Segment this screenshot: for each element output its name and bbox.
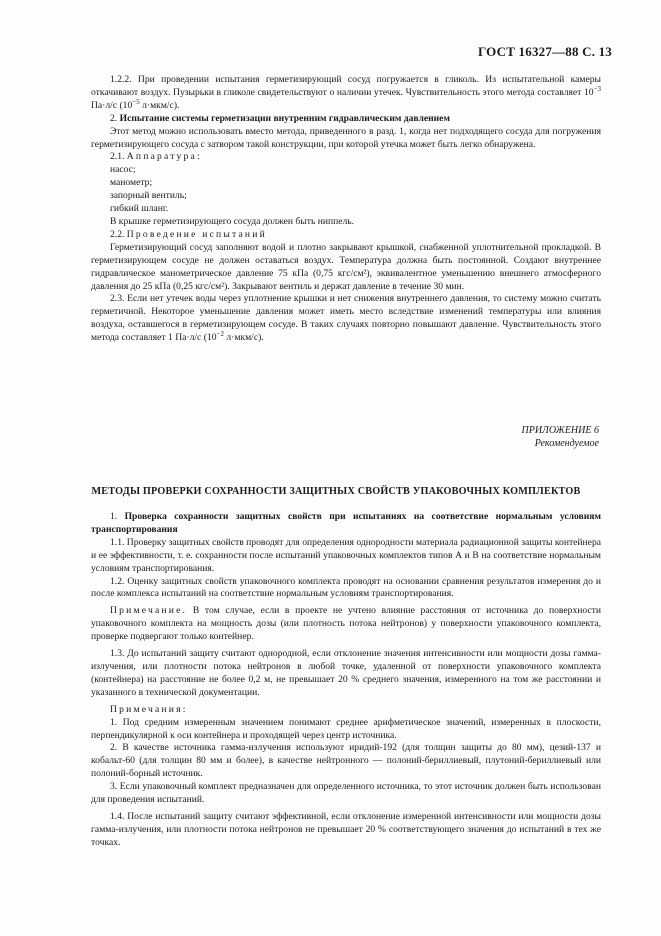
equipment-item: насос;	[110, 164, 136, 176]
paragraph-1-2-2: 1.2.2. При проведении испытания герметизирующий сосуд погружается в гликоль. Из испытательной камеры откачивают воздух. Пузырьки в гликоле свидетельствуют о наличии утечек. Чувствительность этого метода составляет $10^{-3}$ Па·л/с ($10^{-5}$ л·мкм/с).	[91, 74, 601, 111]
note-item-3: 3. Если упаковочный комплект предназначен для определенного источника, то этот источник должен быть использован для проведения испытаний.	[91, 781, 601, 806]
appendix-label	[522, 425, 600, 450]
equipment-item: запорный вентиль;	[110, 190, 187, 202]
notes-label: Примечания:	[110, 703, 188, 715]
note-1: Примечание. В том случае, если в проекте не учтено влияние расстояния от источника до поверхности упаковочного комплекта на мощность дозы (или плотность потока нейтронов) у поверхности упаковочного комплекта, проверке подвергают только контейнер.	[91, 605, 601, 643]
heading-2: 2. Испытание системы герметизации внутренним гидравлическим давлением	[110, 112, 450, 124]
paragraph-2-3: 2.3. Если нет утечек воды через уплотнение крышки и нет снижения внутреннего давления, то систему можно считать герметичной. Некоторое уменьшение давления может иметь место вследствие изменений температуры или влияния воздуха, оставшегося в герметизирующем сосуде. В таких случаях повторно повышают давление. Чувствительность этого метода составляет 1 Па·л/с ($10^{-2}$ л·мкм/с).	[91, 293, 601, 344]
equipment-item: гибкий шланг.	[110, 203, 169, 215]
paragraph-1-2: 1.2. Оценку защитных свойств упаковочного комплекта проводят на основании сравнения результатов измерения до и после комплекса испытаний на соответствие нормальным условиям транспортирования.	[91, 575, 601, 600]
paragraph-2-2-heading: 2.2. Проведение испытаний	[110, 228, 267, 240]
paragraph-2-2-text: Герметизирующий сосуд заполняют водой и плотно закрывают крышкой, снабженной уплотнительной прокладкой. В герметизирующем сосуде не должен оставаться воздух. Температура должна быть постоянной. Создают внутреннее гидравлическое манометрическое давление 75 кПа (0,75 кгс/см²), эквивалентное уменьшению внешнего атмосферного давления до 25 кПа (0,25 кгс/см²). Закрывают вентиль и держат давление в течение 30 мин.	[91, 241, 601, 292]
section-text-block	[91, 511, 601, 850]
paragraph-1-4: 1.4. После испытаний защиту считают эффективной, если отклонение измеренной интенсивности или мощности дозы гамма-излучения, или плотности потока нейтронов не превышает 20 % соответствующего значения до испытаний в тех же точках.	[91, 810, 601, 848]
paragraph-1-1: 1.1. Проверку защитных свойств проводят для определения однородности материала радиационной защиты контейнера и ее эффективности, т. е. сохранности после испытаний упаковочных комплектов типов А и В на соответствие нормальным условиям транспортирования.	[91, 536, 601, 574]
paragraph-2-1: 2.1. Аппаратура:	[110, 151, 202, 163]
paragraph-2-intro: Этот метод можно использовать вместо метода, приведенного в разд. 1, когда нет подходящего сосуда для погружения герметизирующего сосуда с затвором такой конструкции, при которой утечка может быть легко обнаружена.	[91, 125, 601, 150]
page-header: ГОСТ 16327—88 С. 13	[478, 44, 612, 59]
note-item-2: 2. В качестве источника гамма-излучения используют иридий-192 (для толщин защиты до 80 мм), цезий-137 и кобальт-60 (для толщин 80 мм и более), в качестве нейтронного — полоний-бериллиевый, плутоний-бериллиевый или полоний-борный источник.	[91, 742, 601, 780]
paragraph-nipple: В крышке герметизирующего сосуда должен быть ниппель.	[110, 215, 355, 227]
appendix-number: ПРИЛОЖЕНИЕ 6	[521, 425, 599, 436]
appendix-status: Рекомендуемое	[534, 437, 599, 449]
heading-1: 1. Проверка сохранности защитных свойств при испытаниях на соответствие нормальным условиям транспортирования	[91, 511, 601, 535]
top-text-block	[91, 74, 601, 345]
paragraph-1-3: 1.3. До испытаний защиту считают однородной, если отклонение значения интенсивности или мощности дозы гамма-излучения, или плотности потока нейтронов в любой точке, удаленной от поверхности упаковочного комплекта (контейнера) на расстояние не более 0,2 м, не превышает 20 % среднего значения, измеренного на том же расстоянии и указанного в технической документации.	[91, 648, 601, 698]
note-item-1: 1. Под средним измеренным значением понимают среднее арифметическое значений, измеренных в плоскости, перпендикулярной к оси контейнера и проходящей через центр источника.	[91, 716, 601, 741]
equipment-item: манометр;	[110, 177, 153, 189]
section-title: МЕТОДЫ ПРОВЕРКИ СОХРАННОСТИ ЗАЩИТНЫХ СВОЙСТВ УПАКОВОЧНЫХ КОМПЛЕКТОВ	[91, 486, 581, 497]
